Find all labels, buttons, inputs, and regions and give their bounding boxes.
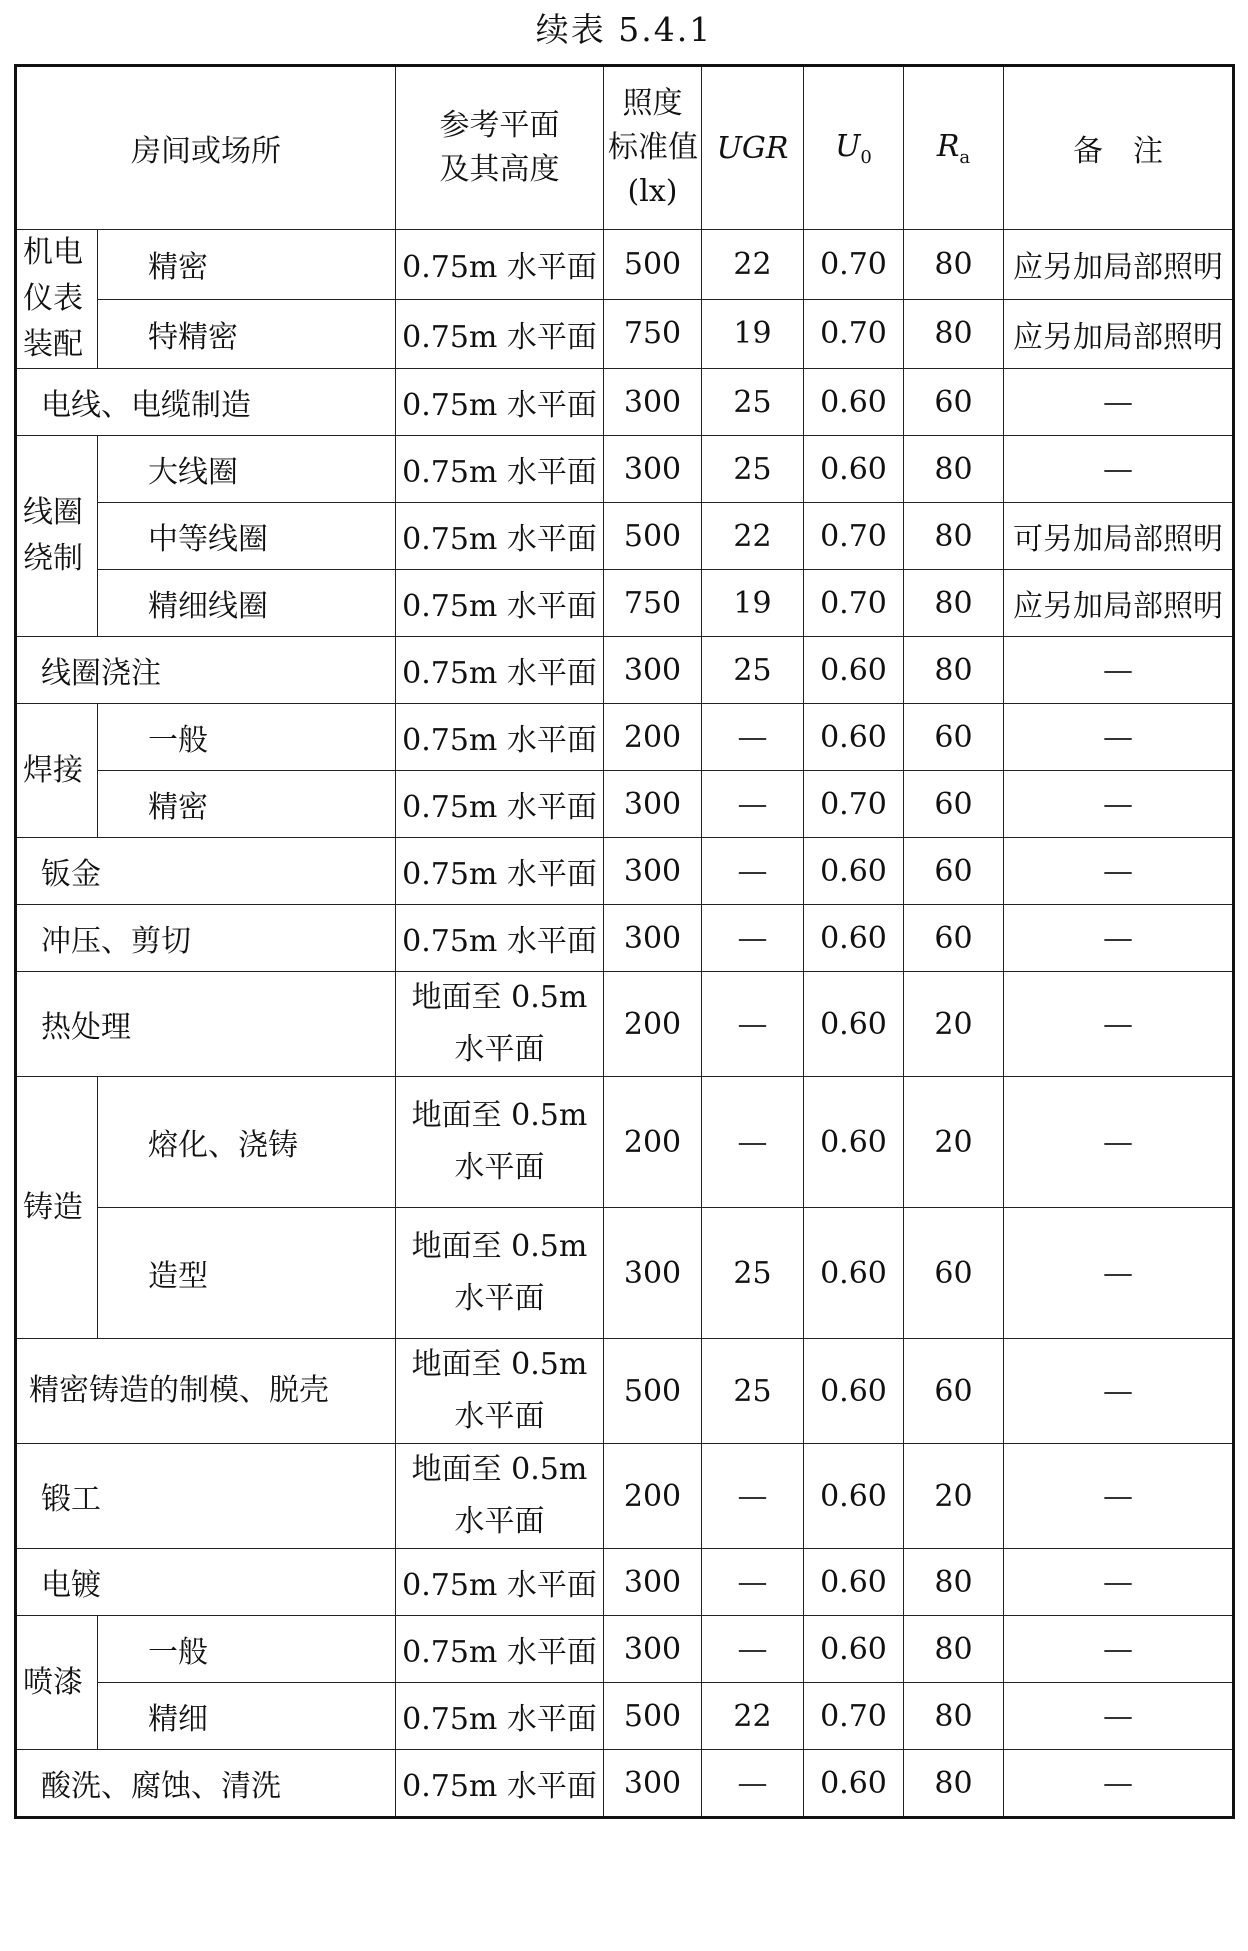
row-u0: 0.70	[804, 570, 904, 637]
row-ra: 80	[904, 1549, 1004, 1616]
row-lux: 300	[604, 436, 702, 503]
header-ref-line2: 及其高度	[439, 152, 560, 187]
row-ugr: —	[702, 838, 804, 905]
row-u0: 0.60	[804, 1444, 904, 1549]
row-lux: 300	[604, 369, 702, 436]
row-name: 精细	[98, 1683, 396, 1750]
row-ugr: —	[702, 1549, 804, 1616]
row-note: —	[1004, 1683, 1234, 1750]
table-row	[16, 1683, 1234, 1750]
row-lux: 200	[604, 1444, 702, 1549]
row-u0: 0.60	[804, 436, 904, 503]
row-u0: 0.70	[804, 299, 904, 369]
row-ugr: 25	[702, 637, 804, 704]
row-note: 应另加局部照明	[1004, 299, 1234, 369]
row-ref: 0.75m 水平面	[396, 704, 604, 771]
table-row	[16, 299, 1234, 369]
group-xianquan: 线圈绕制	[16, 436, 98, 637]
row-name: 电镀	[16, 1549, 396, 1616]
row-ref: 地面至 0.5m 水平面	[396, 972, 604, 1077]
row-ra: 60	[904, 1339, 1004, 1444]
header-ugr: UGR	[702, 66, 804, 230]
row-note: —	[1004, 1444, 1234, 1549]
row-name: 精密	[98, 230, 396, 300]
group-penqi: 喷漆	[16, 1616, 98, 1750]
header-ra-main: R	[936, 128, 960, 164]
table-row	[16, 637, 1234, 704]
row-u0: 0.60	[804, 637, 904, 704]
row-ra: 60	[904, 838, 1004, 905]
row-note: —	[1004, 972, 1234, 1077]
row-lux: 500	[604, 230, 702, 300]
row-name: 熔化、浇铸	[98, 1077, 396, 1208]
row-note: 应另加局部照明	[1004, 230, 1234, 300]
row-u0: 0.60	[804, 1208, 904, 1339]
row-lux: 300	[604, 1208, 702, 1339]
row-u0: 0.60	[804, 905, 904, 972]
row-note: —	[1004, 1750, 1234, 1818]
row-ugr: —	[702, 1750, 804, 1818]
row-ref: 0.75m 水平面	[396, 1750, 604, 1818]
row-lux: 500	[604, 1339, 702, 1444]
row-ref: 地面至 0.5m 水平面	[396, 1444, 604, 1549]
row-ugr: —	[702, 1077, 804, 1208]
row-note: —	[1004, 905, 1234, 972]
row-ugr: 22	[702, 503, 804, 570]
table-row	[16, 369, 1234, 436]
row-name: 线圈浇注	[16, 637, 396, 704]
table-row	[16, 230, 1234, 300]
row-name: 精密	[98, 771, 396, 838]
table-row	[16, 436, 1234, 503]
row-name: 锻工	[16, 1444, 396, 1549]
header-lux-line1: 照度	[622, 86, 683, 121]
row-lux: 200	[604, 704, 702, 771]
row-ugr: 22	[702, 230, 804, 300]
row-note: 可另加局部照明	[1004, 503, 1234, 570]
row-ra: 20	[904, 1444, 1004, 1549]
table-row	[16, 1616, 1234, 1683]
row-name: 一般	[98, 704, 396, 771]
row-name: 酸洗、腐蚀、清洗	[16, 1750, 396, 1818]
row-ra: 80	[904, 436, 1004, 503]
row-u0: 0.60	[804, 704, 904, 771]
row-u0: 0.60	[804, 369, 904, 436]
row-ref: 0.75m 水平面	[396, 570, 604, 637]
table-row	[16, 905, 1234, 972]
row-lux: 300	[604, 1750, 702, 1818]
header-lux-line2: 标准值	[608, 130, 698, 165]
table-row	[16, 704, 1234, 771]
row-ugr: 25	[702, 1339, 804, 1444]
header-ra	[904, 66, 1004, 230]
row-ref: 地面至 0.5m 水平面	[396, 1208, 604, 1339]
table-row	[16, 771, 1234, 838]
row-lux: 200	[604, 972, 702, 1077]
table-row	[16, 1549, 1234, 1616]
row-name: 热处理	[16, 972, 396, 1077]
row-ref: 0.75m 水平面	[396, 1683, 604, 1750]
row-note: —	[1004, 1616, 1234, 1683]
row-ref: 0.75m 水平面	[396, 838, 604, 905]
row-ref: 0.75m 水平面	[396, 637, 604, 704]
row-lux: 300	[604, 1616, 702, 1683]
row-ra: 80	[904, 230, 1004, 300]
row-ref: 0.75m 水平面	[396, 1616, 604, 1683]
table-row	[16, 1077, 1234, 1208]
row-note: —	[1004, 637, 1234, 704]
row-lux: 300	[604, 1549, 702, 1616]
row-ra: 80	[904, 637, 1004, 704]
header-note: 备 注	[1004, 66, 1234, 230]
row-lux: 500	[604, 503, 702, 570]
row-ra: 80	[904, 1616, 1004, 1683]
row-ugr: —	[702, 905, 804, 972]
row-ref: 0.75m 水平面	[396, 771, 604, 838]
row-note: —	[1004, 771, 1234, 838]
row-name: 电线、电缆制造	[16, 369, 396, 436]
row-ref: 0.75m 水平面	[396, 503, 604, 570]
row-note: —	[1004, 838, 1234, 905]
row-lux: 750	[604, 570, 702, 637]
row-ref: 0.75m 水平面	[396, 299, 604, 369]
table-row	[16, 1444, 1234, 1549]
row-ugr: 19	[702, 299, 804, 369]
row-lux: 500	[604, 1683, 702, 1750]
row-u0: 0.60	[804, 838, 904, 905]
row-ugr: —	[702, 1616, 804, 1683]
row-u0: 0.70	[804, 503, 904, 570]
row-name: 冲压、剪切	[16, 905, 396, 972]
table-row	[16, 503, 1234, 570]
table-title: 续表 5.4.1	[535, 10, 713, 49]
illuminance-standard-table	[14, 64, 1235, 1819]
row-ra: 60	[904, 905, 1004, 972]
header-ref-line1: 参考平面	[439, 108, 560, 143]
row-ugr: 22	[702, 1683, 804, 1750]
row-u0: 0.60	[804, 1750, 904, 1818]
row-ra: 80	[904, 503, 1004, 570]
header-u0-main: U	[835, 128, 861, 164]
row-name: 大线圈	[98, 436, 396, 503]
row-ra: 60	[904, 1208, 1004, 1339]
table-row	[16, 570, 1234, 637]
table-row	[16, 972, 1234, 1077]
row-ra: 60	[904, 771, 1004, 838]
row-u0: 0.60	[804, 972, 904, 1077]
header-illuminance	[604, 66, 702, 230]
row-ra: 80	[904, 299, 1004, 369]
header-u0-sub: 0	[860, 146, 872, 168]
header-ra-sub: a	[959, 146, 971, 168]
row-ra: 20	[904, 972, 1004, 1077]
row-ugr: 25	[702, 369, 804, 436]
header-row	[16, 66, 1234, 230]
header-reference-plane	[396, 66, 604, 230]
row-name: 钣金	[16, 838, 396, 905]
row-ra: 60	[904, 369, 1004, 436]
row-ra: 20	[904, 1077, 1004, 1208]
row-note: 应另加局部照明	[1004, 570, 1234, 637]
row-u0: 0.60	[804, 1616, 904, 1683]
table-row	[16, 1750, 1234, 1818]
row-ugr: —	[702, 1444, 804, 1549]
row-u0: 0.70	[804, 230, 904, 300]
row-note: —	[1004, 1339, 1234, 1444]
row-note: —	[1004, 1077, 1234, 1208]
row-u0: 0.60	[804, 1077, 904, 1208]
row-ra: 80	[904, 1683, 1004, 1750]
row-lux: 300	[604, 771, 702, 838]
row-name: 造型	[98, 1208, 396, 1339]
row-name: 精密铸造的制模、脱壳	[16, 1339, 396, 1444]
row-ugr: 19	[702, 570, 804, 637]
row-name: 特精密	[98, 299, 396, 369]
row-lux: 750	[604, 299, 702, 369]
table-row	[16, 1208, 1234, 1339]
row-lux: 300	[604, 838, 702, 905]
row-ugr: —	[702, 704, 804, 771]
row-note: —	[1004, 1549, 1234, 1616]
row-ref: 0.75m 水平面	[396, 1549, 604, 1616]
header-u0	[804, 66, 904, 230]
row-lux: 300	[604, 637, 702, 704]
row-ugr: 25	[702, 1208, 804, 1339]
row-u0: 0.70	[804, 771, 904, 838]
row-note: —	[1004, 1208, 1234, 1339]
table-row	[16, 838, 1234, 905]
row-ref: 地面至 0.5m 水平面	[396, 1077, 604, 1208]
row-ref: 地面至 0.5m 水平面	[396, 1339, 604, 1444]
row-ref: 0.75m 水平面	[396, 369, 604, 436]
row-ra: 60	[904, 704, 1004, 771]
row-ref: 0.75m 水平面	[396, 230, 604, 300]
header-lux-line3: (lx)	[627, 174, 678, 209]
row-ref: 0.75m 水平面	[396, 905, 604, 972]
row-note: —	[1004, 704, 1234, 771]
row-u0: 0.60	[804, 1549, 904, 1616]
row-name: 一般	[98, 1616, 396, 1683]
row-ra: 80	[904, 570, 1004, 637]
row-u0: 0.60	[804, 1339, 904, 1444]
row-name: 精细线圈	[98, 570, 396, 637]
row-ugr: —	[702, 771, 804, 838]
group-zhuzao: 铸造	[16, 1077, 98, 1339]
header-room: 房间或场所	[16, 66, 396, 230]
row-ugr: —	[702, 972, 804, 1077]
row-ugr: 25	[702, 436, 804, 503]
row-u0: 0.70	[804, 1683, 904, 1750]
row-ra: 80	[904, 1750, 1004, 1818]
row-note: —	[1004, 369, 1234, 436]
row-ref: 0.75m 水平面	[396, 436, 604, 503]
row-lux: 300	[604, 905, 702, 972]
row-note: —	[1004, 436, 1234, 503]
group-hanjie: 焊接	[16, 704, 98, 838]
table-row	[16, 1339, 1234, 1444]
group-jidian: 机电仪表装配	[16, 230, 98, 369]
row-lux: 200	[604, 1077, 702, 1208]
row-name: 中等线圈	[98, 503, 396, 570]
